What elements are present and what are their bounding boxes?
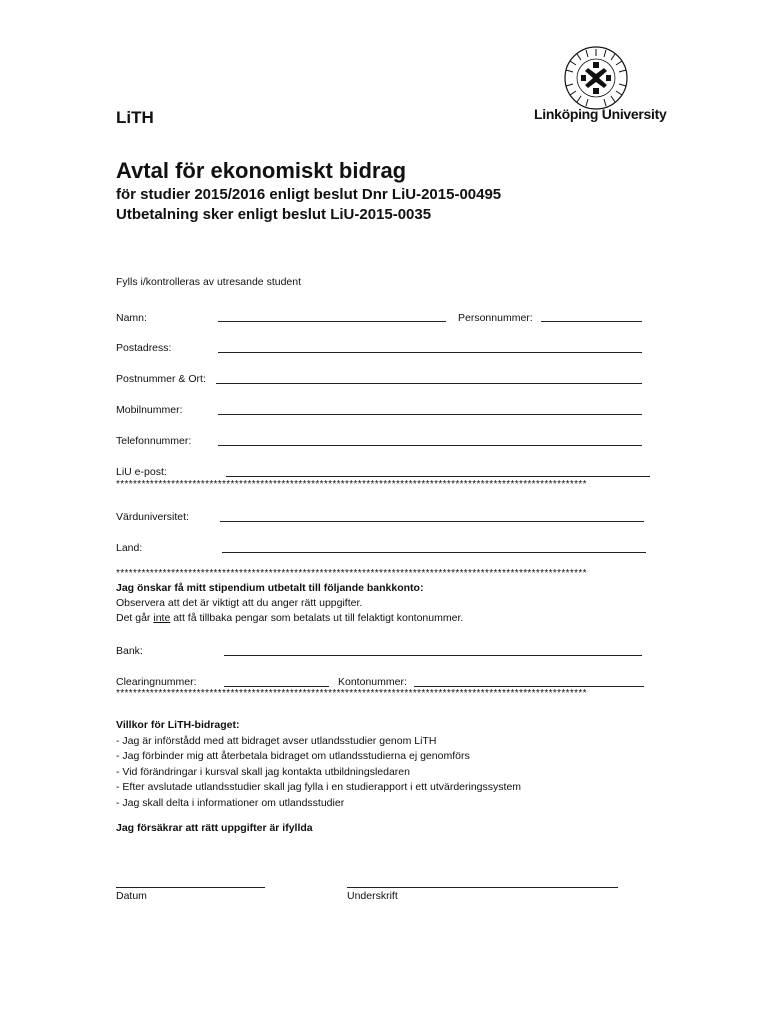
field-line-postnummer-ort[interactable] [216, 383, 642, 384]
field-label-konto: Kontonummer: [338, 676, 407, 688]
signature-label: Underskrift [347, 890, 398, 902]
field-label-postnummer-ort: Postnummer & Ort: [116, 373, 206, 385]
condition-item: - Vid förändringar i kursval skall jag kontakta utbildningsledaren [116, 765, 410, 778]
field-line-mobilnummer[interactable] [218, 414, 642, 415]
field-label-vardun: Värduniversitet: [116, 511, 189, 523]
field-line-vardun[interactable] [220, 521, 644, 522]
document-title: Avtal för ekonomiskt bidrag [116, 158, 407, 183]
field-label-liu-epost: LiU e-post: [116, 466, 167, 478]
bank-note-1: Observera att det är viktigt att du anger rätt uppgifter. [116, 597, 363, 609]
faculty-name: LiTH [116, 108, 154, 127]
intro-text: Fylls i/kontrolleras av utresande student [116, 276, 302, 288]
signature-line[interactable] [347, 887, 618, 888]
field-label-bank: Bank: [116, 645, 143, 657]
bank-note-2 [116, 612, 463, 624]
field-line-clearing[interactable] [224, 686, 329, 687]
document-subtitle-1: för studier 2015/2016 enligt beslut Dnr LiU-2015-00495 [116, 186, 502, 203]
date-label: Datum [116, 890, 147, 902]
condition-item: - Jag skall delta i informationer om utlandsstudier [116, 796, 345, 809]
declaration-text: Jag försäkrar att rätt uppgifter är ifyllda [116, 822, 313, 834]
bank-note-2-pre: Det går [116, 612, 154, 624]
separator-2: *************************************************************************************************************** [116, 568, 587, 579]
field-line-personnummer[interactable] [541, 321, 642, 322]
field-line-liu-epost[interactable] [226, 476, 650, 477]
field-line-konto[interactable] [414, 686, 644, 687]
field-line-postadress[interactable] [218, 352, 642, 353]
field-line-telefonnummer[interactable] [218, 445, 642, 446]
field-label-land: Land: [116, 542, 143, 554]
field-label-postadress: Postadress: [116, 342, 172, 354]
date-line[interactable] [116, 887, 265, 888]
field-label-mobilnummer: Mobilnummer: [116, 404, 183, 416]
conditions-heading: Villkor för LiTH-bidraget: [116, 719, 240, 731]
field-label-personnummer: Personnummer: [458, 312, 533, 324]
field-label-namn: Namn: [116, 312, 147, 324]
conditions-list [116, 734, 521, 811]
field-line-namn[interactable] [218, 321, 446, 322]
field-label-telefonnummer: Telefonnummer: [116, 435, 192, 447]
field-label-clearing: Clearingnummer: [116, 676, 197, 688]
document-subtitle-2: Utbetalning sker enligt beslut LiU-2015-0035 [116, 206, 432, 223]
separator-3: *************************************************************************************************************** [116, 688, 587, 699]
bank-note-2-post: att få tillbaka pengar som betalats ut till felaktigt kontonummer. [170, 612, 464, 624]
separator-1: *************************************************************************************************************** [116, 479, 587, 490]
field-line-land[interactable] [222, 552, 646, 553]
condition-item: - Jag är införstådd med att bidraget avser utlandsstudier genom LiTH [116, 735, 437, 747]
condition-item: - Efter avslutade utlandsstudier skall jag fylla i en studierapport i ett utvärderingssystem [116, 781, 522, 794]
bank-heading: Jag önskar få mitt stipendium utbetalt till följande bankkonto: [116, 582, 424, 594]
university-name: Linköping University [534, 106, 667, 122]
field-line-bank[interactable] [224, 655, 642, 656]
condition-item: - Jag förbinder mig att återbetala bidraget om utlandsstudierna ej genomförs [116, 750, 470, 763]
bank-note-2-emphasis: inte [153, 612, 171, 624]
